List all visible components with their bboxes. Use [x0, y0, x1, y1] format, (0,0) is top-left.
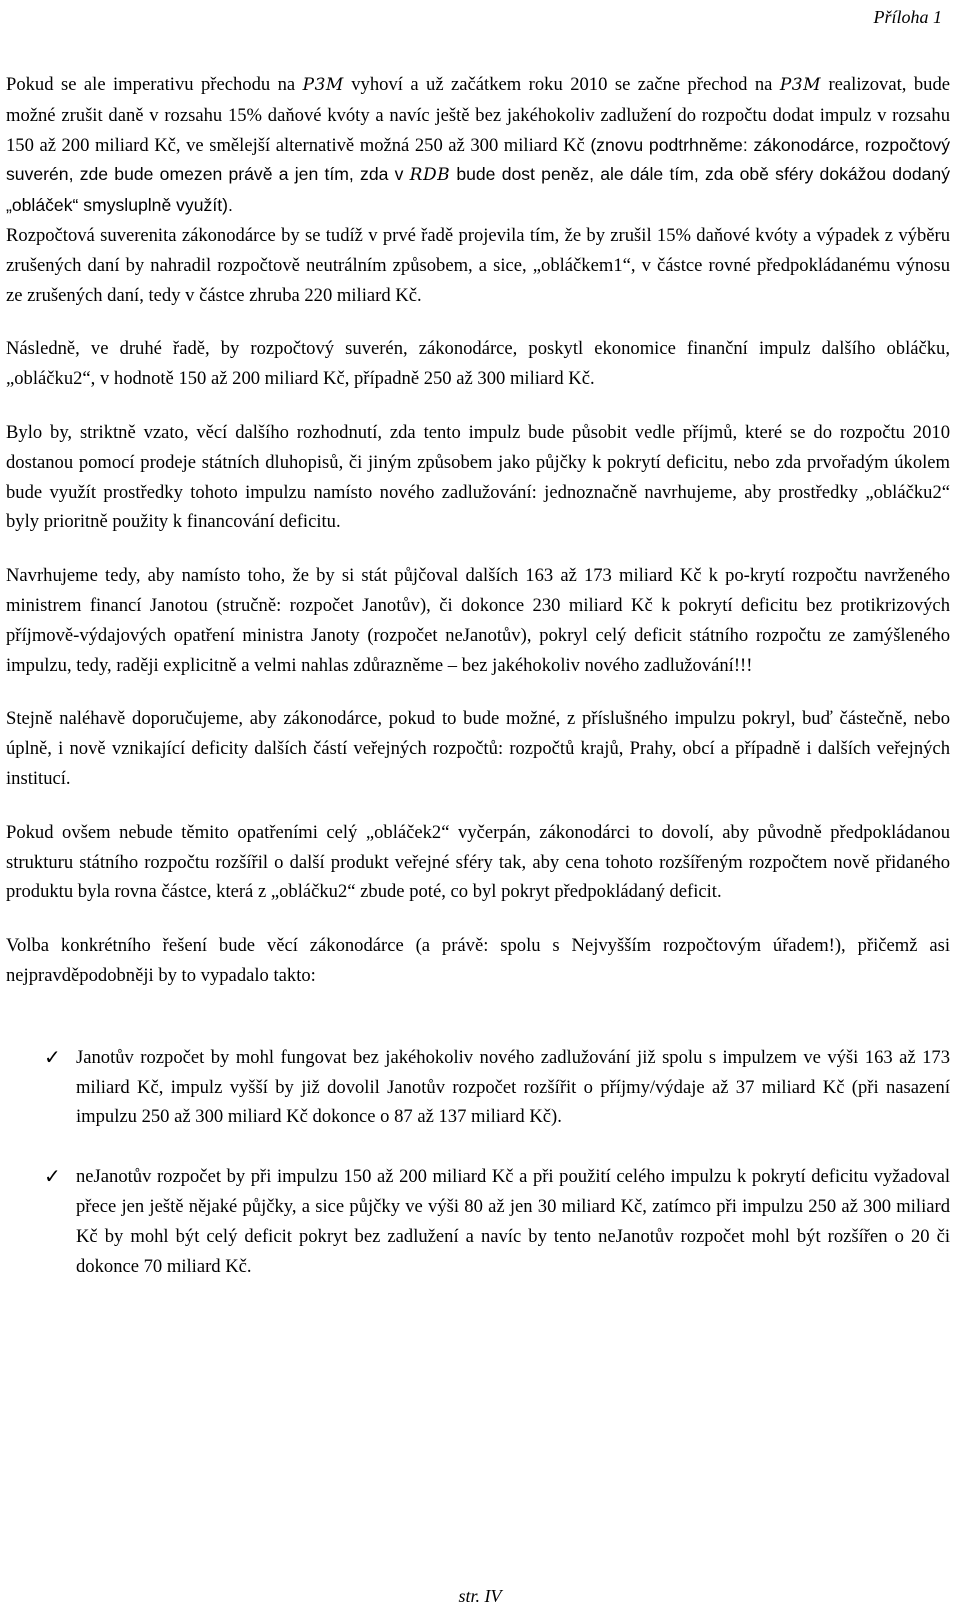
paragraph-sovereignty: Rozpočtová suverenita zákonodárce by se tudíž v prvé řadě projevila tím, že by zrušil 15% daňové kvóty a výpadek z výběru zrušených daní by nahradil rozpočtově neutrálním způsobem, a sice, „obláčkem1“, v částce rovné předpokládanému výnosu ze zrušených daní, tedy v částce zhruba 220 miliard Kč.	[6, 224, 950, 306]
page-header: Příloha 1	[873, 7, 942, 27]
list-item	[6, 1043, 950, 1132]
paragraph: Volba konkrétního řešení bude věcí zákonodárce (a právě: spolu s Nejvyšším rozpočtovým úřadem!), přičemž asi nejpravděpodobněji by to vypadalo takto:	[6, 935, 950, 986]
document-body	[6, 70, 950, 1311]
check-icon: ✓	[44, 1164, 61, 1189]
intro-text-2: vyhoví a už začátkem roku 2010 se začne přechod na	[343, 74, 780, 95]
check-icon: ✓	[44, 1044, 61, 1069]
paragraph: Stejně naléhavě doporučujeme, aby zákonodárce, pokud to bude možné, z příslušného impulzu pokryl, buď částečně, nebo úplně, i nově vznikající deficity dalších částí veřejných rozpočtů: rozpočtů krajů, Prahy, obcí a případně i dalších veřejných institucí.	[6, 708, 950, 789]
paragraph: Navrhujeme tedy, aby namísto toho, že by si stát půjčoval dalších 163 až 173 miliard Kč k po-krytí rozpočtu navrženého ministrem financí Janotou (stručně: rozpočet Janotův), či dokonce 230 miliard Kč k pokrytí deficitu bez protikrizových příjmově-výdajových opatření ministra Janoty (rozpočet neJanotův), pokryl celý deficit státního rozpočtu ze zamýšleného impulzu, tedy, raději explicitně a velmi nahlas zdůrazněme – bez jakéhokoliv nového zadlužování!!!	[6, 565, 950, 676]
checklist	[6, 1043, 950, 1282]
intro-sans-text-1: (znovu podtrhněme: zákonodárce, rozpočtový suverén, zde bude omezen právě a jen tím, zda v	[6, 134, 951, 185]
intro-text-1: Pokud se ale imperativu přechodu na	[6, 74, 303, 95]
paragraph: Následně, ve druhé řadě, by rozpočtový suverén, zákonodárce, poskytl ekonomice finanční impulz dalšího obláčku, „obláčku2“, v hodnotě 150 až 200 miliard Kč, případně 250 až 300 miliard Kč.	[6, 338, 950, 390]
term-p3m: P3M	[302, 75, 344, 95]
term-rdb: RDB	[409, 165, 451, 186]
list-item-text: neJanotův rozpočet by při impulzu 150 až 200 miliard Kč a při použití celého impulzu k pokrytí deficitu vyžadoval přece jen ještě nějaké půjčky, a sice půjčky ve výši 80 až jen 30 miliard Kč, zatímco při impulzu 250 až 300 miliard Kč by mohl být celý deficit pokryt bez zadlužení a navíc by tento neJanotův rozpočet mohl být rozšířen o 20 či dokonce 70 miliard Kč.	[76, 1166, 950, 1277]
list-item	[6, 1162, 950, 1281]
page-number: str. IV	[458, 1586, 502, 1606]
paragraph: Pokud ovšem nebude těmito opatřeními celý „obláček2“ vyčerpán, zákonodárci to dovolí, aby původně předpokládanou strukturu státního rozpočtu rozšířil o další produkt veřejné sféry tak, aby cena tohoto rozšířeným rozpočtem nově přidaného produktu byla rovna částce, která z „obláčku2“ zbude poté, co byl pokryt předpokládaný deficit.	[6, 821, 950, 903]
term-p3m: P3M	[779, 75, 822, 95]
intro-sans-text-2: bude dost peněz, ale dále tím, zda obě sféry dokážou dodaný „obláček“ smysluplně využít).	[6, 164, 951, 216]
intro-text-3: realizovat, bude možné zrušit daně v rozsahu 15% daňové kvóty a navíc ještě bez jakéhokoliv zadlužení do rozpočtu dodat impulz v rozsahu 150 až 200 miliard Kč, ve smělejší alternativě možná 250 až 300 miliard Kč	[6, 74, 950, 156]
paragraph: Bylo by, striktně vzato, věcí dalšího rozhodnutí, zda tento impulz bude působit vedle příjmů, které se do rozpočtu 2010 dostanou pomocí prodeje státních dluhopisů, či jiným způsobem jako půjčky k pokrytí deficitu, nebo zda prvořadým úkolem bude využít prostředky tohoto impulzu namísto nového zadlužování: jednoznačně navrhujeme, aby prostředky „obláčku2“ byly prioritně použity k financování deficitu.	[6, 421, 950, 533]
list-item-text: Janotův rozpočet by mohl fungovat bez jakéhokoliv nového zadlužování již spolu s impulzem ve výši 163 až 173 miliard Kč, impulz vyšší by již dovolil Janotův rozpočet rozšířit o příjmy/výdaje až 37 miliard Kč (při nasazení impulzu 250 až 300 miliard Kč dokonce o 87 až 137 miliard Kč).	[76, 1046, 950, 1128]
intro-paragraph	[6, 70, 950, 221]
